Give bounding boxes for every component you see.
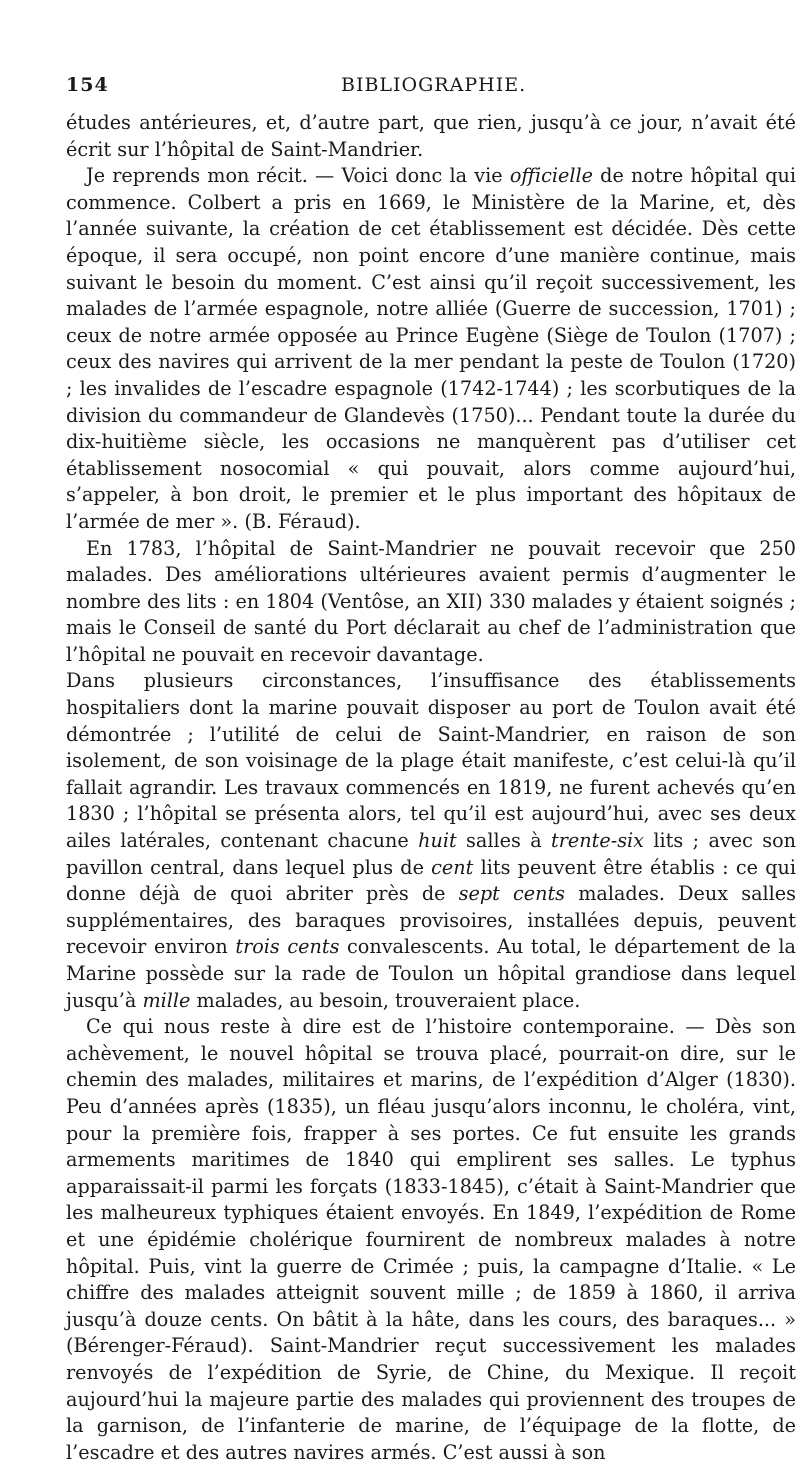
italic-text: sept cents [458, 882, 566, 906]
paragraph-1783-capacity [66, 536, 796, 669]
text-run: Dans plusieurs circonstances, l’insuffisance des établissements hospitaliers dont la marine pouvait disposer au port de Toulon avait été démontrée ; l’utilité de celui de Saint-Mandrier, en raison de son isolement, de son voisinage de la plage était manifeste, c’est celui-là qu’il fallait agrandir. Les travaux commencés en 1819, ne furent achevés qu’en 1830 ; l’hôpital se présenta alors, tel qu’il est aujourd’hui, avec ses deux ailes latérales, contenant chacune [66, 669, 796, 853]
italic-text: trente-six [551, 829, 644, 853]
text-run: Je reprends mon récit. — Voici donc la vie [86, 164, 510, 188]
text-run: lits peuvent être établis : ce qui donne déjà de quoi abriter près de [66, 855, 796, 906]
italic-text: cent [431, 855, 474, 879]
paragraph-official-history [66, 163, 796, 535]
paragraph-continuation [66, 110, 796, 163]
running-title: BIBLIOGRAPHIE. [341, 74, 527, 96]
book-page [66, 72, 796, 1466]
text-run: malades. Deux salles supplémentaires, des baraques provisoires, installées depuis, peuvent recevoir environ [66, 882, 797, 959]
text-run: convalescents. Au total, le département de la Marine possède sur la rade de Toulon un hôpital grandiose dans lequel jusqu’à [66, 935, 796, 1012]
text-run: salles à [456, 829, 552, 853]
italic-text: mille [142, 988, 191, 1012]
italic-text: huit [418, 829, 457, 853]
running-head [66, 72, 796, 106]
text-run: de notre hôpital qui commence. Colbert a pris en 1669, le Ministère de la Marine, et, dès l’année suivante, la création de cet établissement est décidée. Dès cette époque, il sera occupé, non point encore d’une manière continue, mais suivant le besoin du moment. C’est ainsi qu’il reçoit successivement, les malades de l’armée espagnole, notre alliée (Guerre de succession, 1701) ; ceux de notre armée opposée au Prince Eugène (Siège de Toulon (1707) ; ceux des navires qui arrivent de la mer pendant la peste de Toulon (1720) ; les invalides de l’escadre espagnole (1742-1744) ; les scorbutiques de la division du commandeur de Glandevès (1750)... Pendant toute la durée du dix-huitième siècle, les occasions ne manquèrent pas d’utiliser cet établissement nosocomial « qui pouvait, alors comme aujourd’hui, s’appeler, à bon droit, le premier et le plus important des hôpitaux de l’armée de mer ». (B. Féraud). [66, 164, 796, 533]
text-run: études antérieures, et, d’autre part, que rien, jusqu’à ce jour, n’avait été écrit sur l’hôpital de Saint-Mandrier. [66, 111, 796, 161]
paragraph-enlargement [66, 668, 796, 1014]
text-run: En 1783, l’hôpital de Saint-Mandrier ne pouvait recevoir que 250 malades. Des améliorations ultérieures avaient permis d’augmenter le nombre des lits : en 1804 (Ventôse, an XII) 330 malades y étaient soignés ; mais le Conseil de santé du Port déclarait au chef de l’administration que l’hôpital ne pouvait en recevoir davantage. [66, 536, 796, 666]
italic-text: trois cents [235, 935, 340, 959]
text-run: Ce qui nous reste à dire est de l’histoire contemporaine. — Dès son achèvement, le nouvel hôpital se trouva placé, pourrait-on dire, sur le chemin des malades, militaires et marins, de l’expédition d’Alger (1830). Peu d’années après (1835), un fléau jusqu’alors inconnu, le choléra, vint, pour la première fois, frapper à ses portes. Ce fut ensuite les grands armements maritimes de 1840 qui emplirent ses salles. Le typhus apparaissait-il parmi les forçats (1833-1845), c’était à Saint-Mandrier que les malheureux typhiques étaient envoyés. En 1849, l’expédition de Rome et une épidémie cholérique fournirent de nombreux malades à notre hôpital. Puis, vint la guerre de Crimée ; puis, la campagne d’Italie. « Le chiffre des malades atteignit souvent mille ; de 1859 à 1860, il arriva jusqu’à douze cents. On bâtit à la hâte, dans les cours, des baraques... » (Bérenger-Féraud). Saint-Mandrier reçut successivement les malades renvoyés de l’expédition de Syrie, de Chine, du Mexique. Il reçoit aujourd’hui la majeure partie des malades qui proviennent des troupes de la garnison, de l’infanterie de marine, de l’équipage de la flotte, de l’escadre et des autres navires armés. C’est aussi à son [66, 1015, 796, 1464]
body-text [66, 110, 796, 1466]
page-number: 154 [66, 74, 109, 96]
italic-text: officielle [509, 164, 593, 188]
paragraph-contemporary-history [66, 1014, 796, 1466]
text-run: lits ; avec son pavillon central, dans lequel plus de [66, 829, 796, 879]
text-run: malades, au besoin, trouveraient place. [190, 988, 581, 1012]
